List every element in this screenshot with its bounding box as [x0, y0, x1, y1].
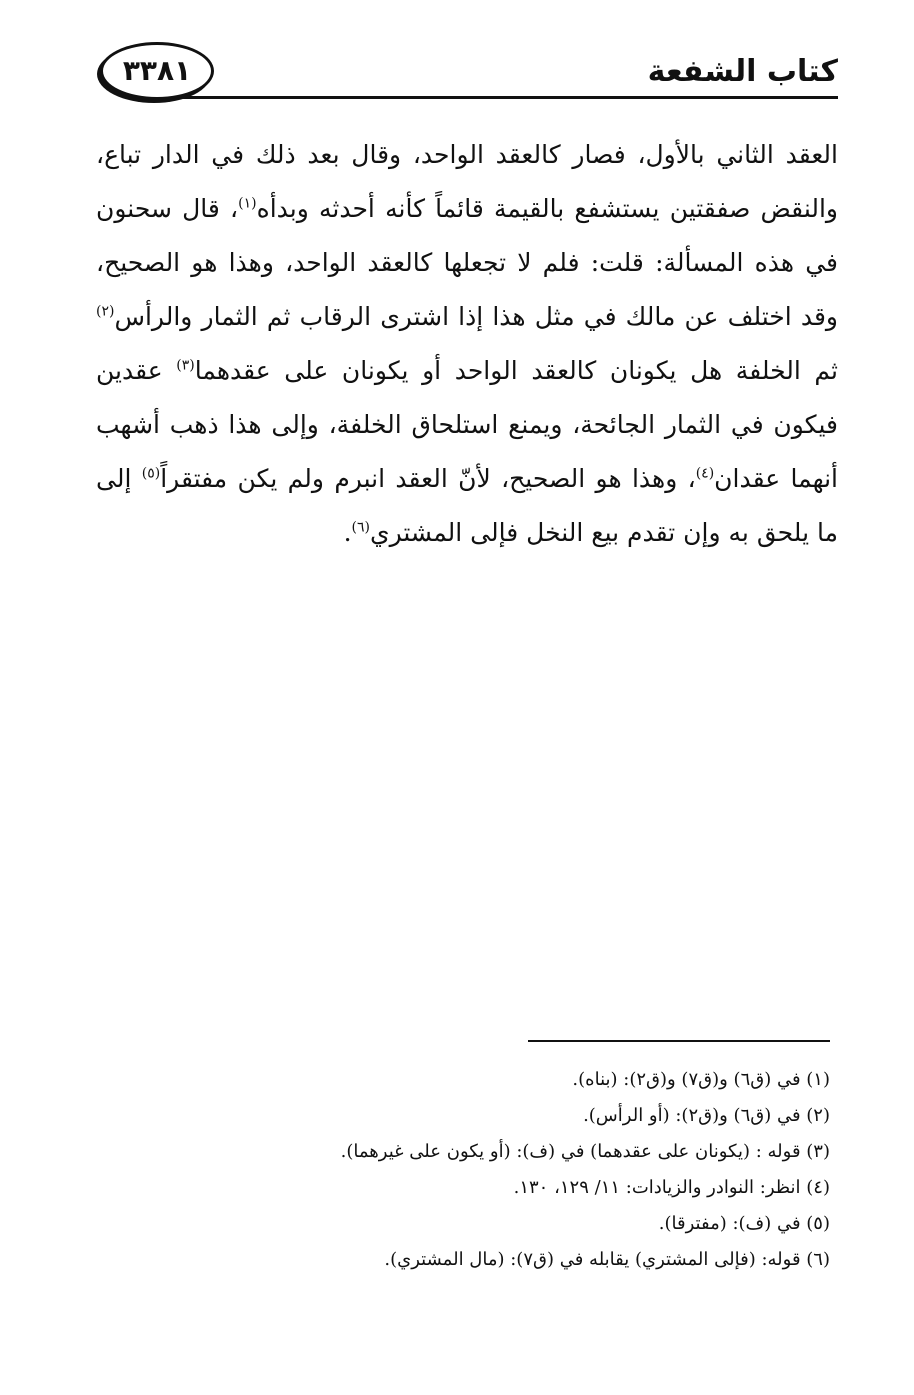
- page-number: ٣٣٨١: [122, 54, 192, 87]
- footnote-divider: [528, 1040, 830, 1042]
- text-segment: إلى ما يلحق به وإن تقدم بيع النخل فإلى المشتري: [96, 464, 838, 547]
- text-segment: ، قال سحنون في هذه المسألة: قلت: فلم لا تجعلها كالعقد الواحد، وهذا هو الصحيح، وقد اختلف عن مالك في مثل هذا إذا اشترى الرقاب ثم الثمار والرأس: [96, 194, 838, 331]
- footnote-3: (٣) قوله : (يكونان على عقدهما) في (ف): (أو يكون على غيرهما).: [340, 1141, 830, 1162]
- footnote-ref-5[interactable]: (٥): [141, 465, 161, 482]
- footnote-ref-1[interactable]: (١): [238, 195, 257, 212]
- main-text: [96, 128, 838, 560]
- footnote-ref-4[interactable]: (٤): [695, 465, 715, 482]
- text-segment: ، وهذا هو الصحيح، لأنّ العقد انبرم ولم يكن مفتقراً: [160, 464, 696, 493]
- text-segment: ثم الخلفة هل يكونان كالعقد الواحد أو يكونان على عقدهما: [194, 356, 839, 385]
- text-segment: عقدين فيكون في الثمار الجائحة، ويمنع استلحاق الخلفة، وإلى هذا ذهب أشهب أنهما عقدان: [96, 356, 838, 493]
- header-divider: [170, 96, 838, 99]
- footnote-6: (٦) قوله: (فإلى المشتري) يقابله في (ق٧): (مال المشتري).: [384, 1249, 830, 1270]
- footnote-1: (١) في (ق٦) و(ق٧) و(ق٢): (بناه).: [572, 1069, 830, 1090]
- running-header-title: كتاب الشفعة: [647, 54, 838, 89]
- footnotes: [96, 1062, 830, 1278]
- footnote-ref-3[interactable]: (٣): [176, 357, 195, 374]
- footnote-ref-2[interactable]: (٢): [96, 303, 115, 320]
- footnote-ref-6[interactable]: (٦): [351, 519, 371, 536]
- page-number-badge: [100, 42, 214, 100]
- text-segment: .: [343, 518, 352, 547]
- text-segment: العقد الثاني بالأول، فصار كالعقد الواحد، وقال بعد ذلك في الدار تباع، والنقض صفقتين يستشفع بالقيمة قائماً كأنه أحدثه وبدأه: [96, 140, 838, 223]
- footnote-4: (٤) انظر: النوادر والزيادات: ١١/ ١٢٩، ١٣٠.: [513, 1177, 830, 1198]
- footnote-2: (٢) في (ق٦) و(ق٢): (أو الرأس).: [583, 1105, 830, 1126]
- footnote-5: (٥) في (ف): (مفترقا).: [658, 1213, 830, 1234]
